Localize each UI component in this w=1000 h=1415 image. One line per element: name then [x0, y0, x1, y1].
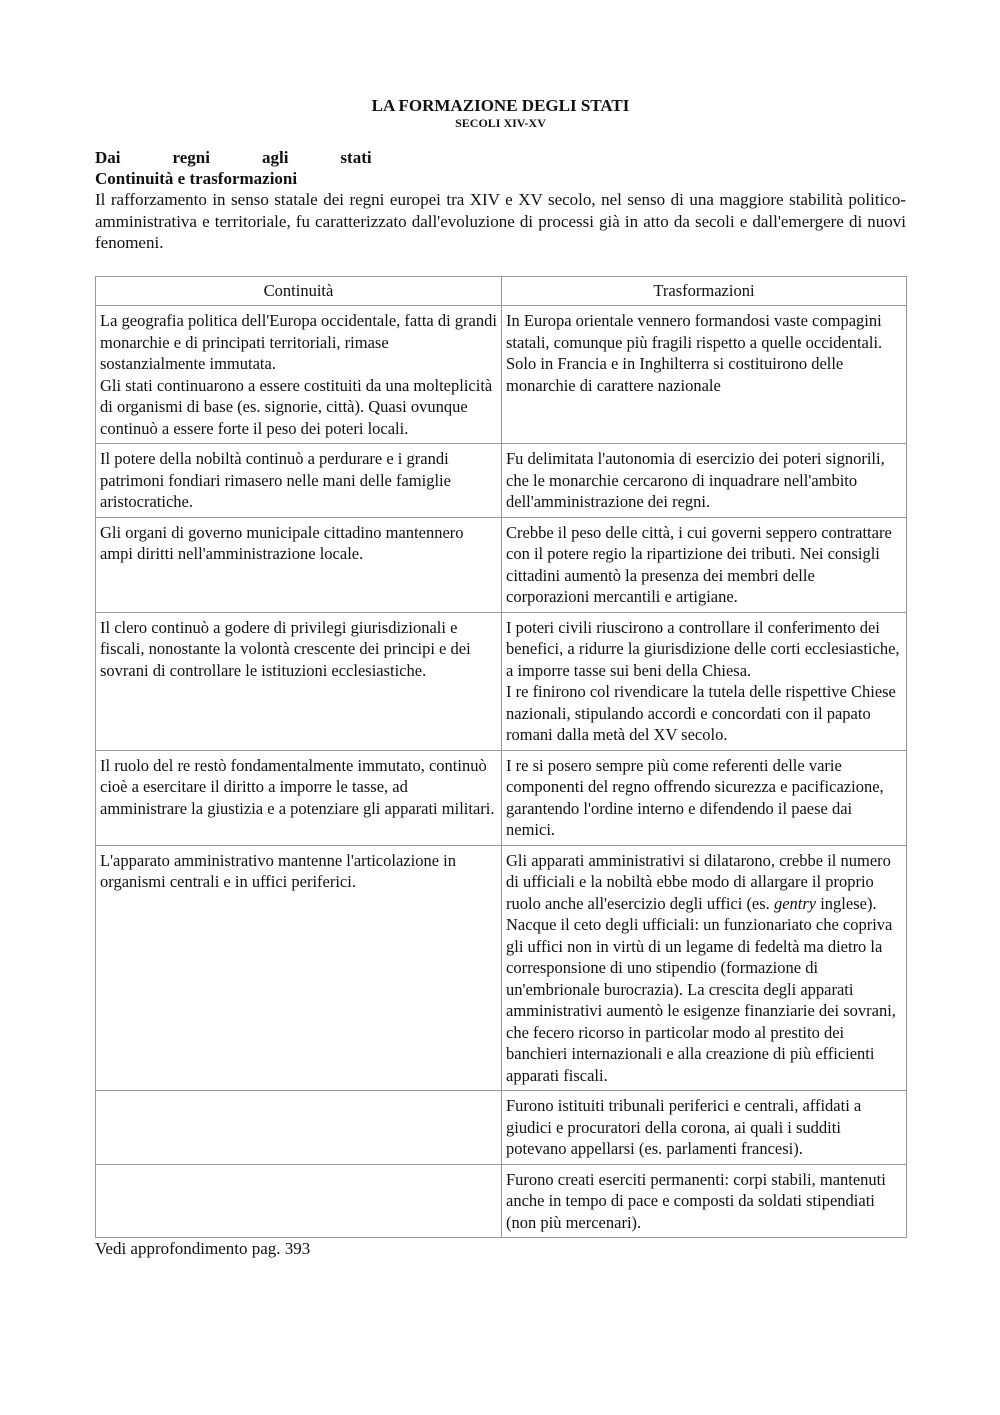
- table-row: [96, 1091, 907, 1165]
- continuity-cell: [96, 444, 502, 518]
- section-subheading: Continuità e trasformazioni: [95, 169, 298, 188]
- text-run: inglese). Nacque il ceto degli ufficiali: un funzionariato che copriva gli uffici non in virtù di un legame di fedeltà ma dietro la corresponsione di uno stipendio (formazione di un'embrionale burocrazia). La crescita degli apparati amministrativi aumentò le esigenze finanziarie dei sovrani, che fecero ricorso in particolar modo al prestito dei banchieri internazionali e alla creazione di più efficienti apparati fiscali.: [506, 893, 896, 1085]
- heading-word: stati: [340, 148, 372, 167]
- continuity-cell: [96, 845, 502, 1091]
- transformation-cell: [502, 845, 907, 1091]
- heading-word: Dai: [95, 148, 121, 167]
- cell-paragraph: In Europa orientale vennero formandosi vaste compagini statali, comunque più fragili rispetto a quelle occidentali.: [506, 311, 883, 352]
- column-header-trasformazioni: Trasformazioni: [502, 276, 907, 306]
- comparison-table: [95, 276, 907, 1239]
- cell-paragraph: Solo in Francia e in Inghilterra si costituirono delle monarchie di carattere nazionale: [506, 354, 844, 395]
- document-subtitle: SECOLI XIV-XV: [455, 116, 546, 130]
- table-row: [96, 306, 907, 444]
- transformation-cell: [502, 1091, 907, 1165]
- heading-word: regni: [172, 148, 210, 167]
- continuity-cell: [96, 306, 502, 444]
- cell-paragraph: [506, 850, 902, 1087]
- cell-paragraph: La geografia politica dell'Europa occidentale, fatta di grandi monarchie e di principati territoriali, rimase sostanzialmente immutata.: [100, 311, 497, 373]
- cell-paragraph: Furono creati eserciti permanenti: corpi stabili, mantenuti anche in tempo di pace e composti da soldati stipendiati (non più mercenari).: [506, 1169, 886, 1232]
- italic-term: gentry: [773, 893, 817, 913]
- table-row: [96, 845, 907, 1091]
- cell-paragraph: Gli organi di governo municipale cittadino mantennero ampi diritti nell'amministrazione locale.: [100, 522, 464, 563]
- continuity-cell: [96, 750, 502, 845]
- footer-note: Vedi approfondimento pag. 393: [95, 1239, 311, 1258]
- text-run: Gli apparati amministrativi si dilatarono, crebbe il numero di ufficiali e la nobiltà ebbe modo di allargare il proprio ruolo anche all'esercizio degli uffici (es.: [506, 850, 891, 913]
- cell-paragraph: Gli stati continuarono a essere costituiti da una molteplicità di organismi di base (es. signorie, città). Quasi ovunque continuò a essere forte il peso dei poteri locali.: [100, 375, 493, 438]
- transformation-cell: [502, 750, 907, 845]
- document-page: [95, 96, 906, 1260]
- cell-paragraph: I poteri civili riuscirono a controllare il conferimento dei benefici, a ridurre la giurisdizione delle corti ecclesiastiche, a imporre tasse sui beni della Chiesa.: [506, 617, 900, 680]
- table-header-row: [96, 276, 907, 306]
- transformation-cell: [502, 612, 907, 750]
- transformation-cell: [502, 517, 907, 612]
- cell-paragraph: Fu delimitata l'autonomia di esercizio dei poteri signorili, che le monarchie cercarono di inquadrare nell'ambito dell'amministrazione dei regni.: [506, 449, 885, 511]
- cell-paragraph: Il ruolo del re restò fondamentalmente immutato, continuò cioè a esercitare il diritto a imporre le tasse, ad amministrare la giustizia e a potenziare gli apparati militari.: [100, 755, 495, 818]
- continuity-cell: [96, 612, 502, 750]
- transformation-cell: [502, 444, 907, 518]
- cell-paragraph: L'apparato amministrativo mantenne l'articolazione in organismi centrali e in uffici periferici.: [100, 850, 456, 891]
- cell-paragraph: I re si posero sempre più come referenti delle varie componenti del regno offrendo sicurezza e pacificazione, garantendo l'ordine interno e difendendo il paese dai nemici.: [506, 755, 884, 839]
- cell-paragraph: Il potere della nobiltà continuò a perdurare e i grandi patrimoni fondiari rimasero nelle mani delle famiglie aristocratiche.: [100, 449, 451, 511]
- table-row: [96, 1164, 907, 1238]
- continuity-cell: [96, 517, 502, 612]
- table-row: [96, 517, 907, 612]
- cell-paragraph: Furono istituiti tribunali periferici e centrali, affidati a giudici e procuratori della corona, ai quali i sudditi potevano appellarsi (es. parlamenti francesi).: [506, 1096, 862, 1158]
- transformation-cell: [502, 1164, 907, 1238]
- transformation-cell: [502, 306, 907, 444]
- empty-cell: [96, 1164, 502, 1238]
- cell-paragraph: Il clero continuò a godere di privilegi giurisdizionali e fiscali, nonostante la volontà crescente dei principi e dei sovrani di controllare le istituzioni ecclesiastiche.: [100, 617, 471, 680]
- cell-paragraph: Crebbe il peso delle città, i cui governi seppero contrattare con il potere regio la ripartizione dei tributi. Nei consigli cittadini aumentò la presenza dei membri delle corporazioni mercantili e artigiane.: [506, 522, 892, 606]
- document-title: LA FORMAZIONE DEGLI STATI: [371, 96, 630, 115]
- section-heading: [95, 147, 906, 168]
- cell-paragraph: I re finirono col rivendicare la tutela delle rispettive Chiese nazionali, stipulando accordi e concordati con il papato romani dalla metà del XV secolo.: [506, 682, 896, 744]
- table-row: [96, 750, 907, 845]
- table-row: [96, 612, 907, 750]
- intro-paragraph: Il rafforzamento in senso statale dei regni europei tra XIV e XV secolo, nel senso di una maggiore stabilità politico-amministrativa e territoriale, fu caratterizzato dall'evoluzione di processi già in atto da secoli e dall'emergere di nuovi fenomeni.: [95, 190, 906, 252]
- table-row: [96, 444, 907, 518]
- column-header-continuita: Continuità: [96, 276, 502, 306]
- empty-cell: [96, 1091, 502, 1165]
- heading-word: agli: [261, 148, 289, 167]
